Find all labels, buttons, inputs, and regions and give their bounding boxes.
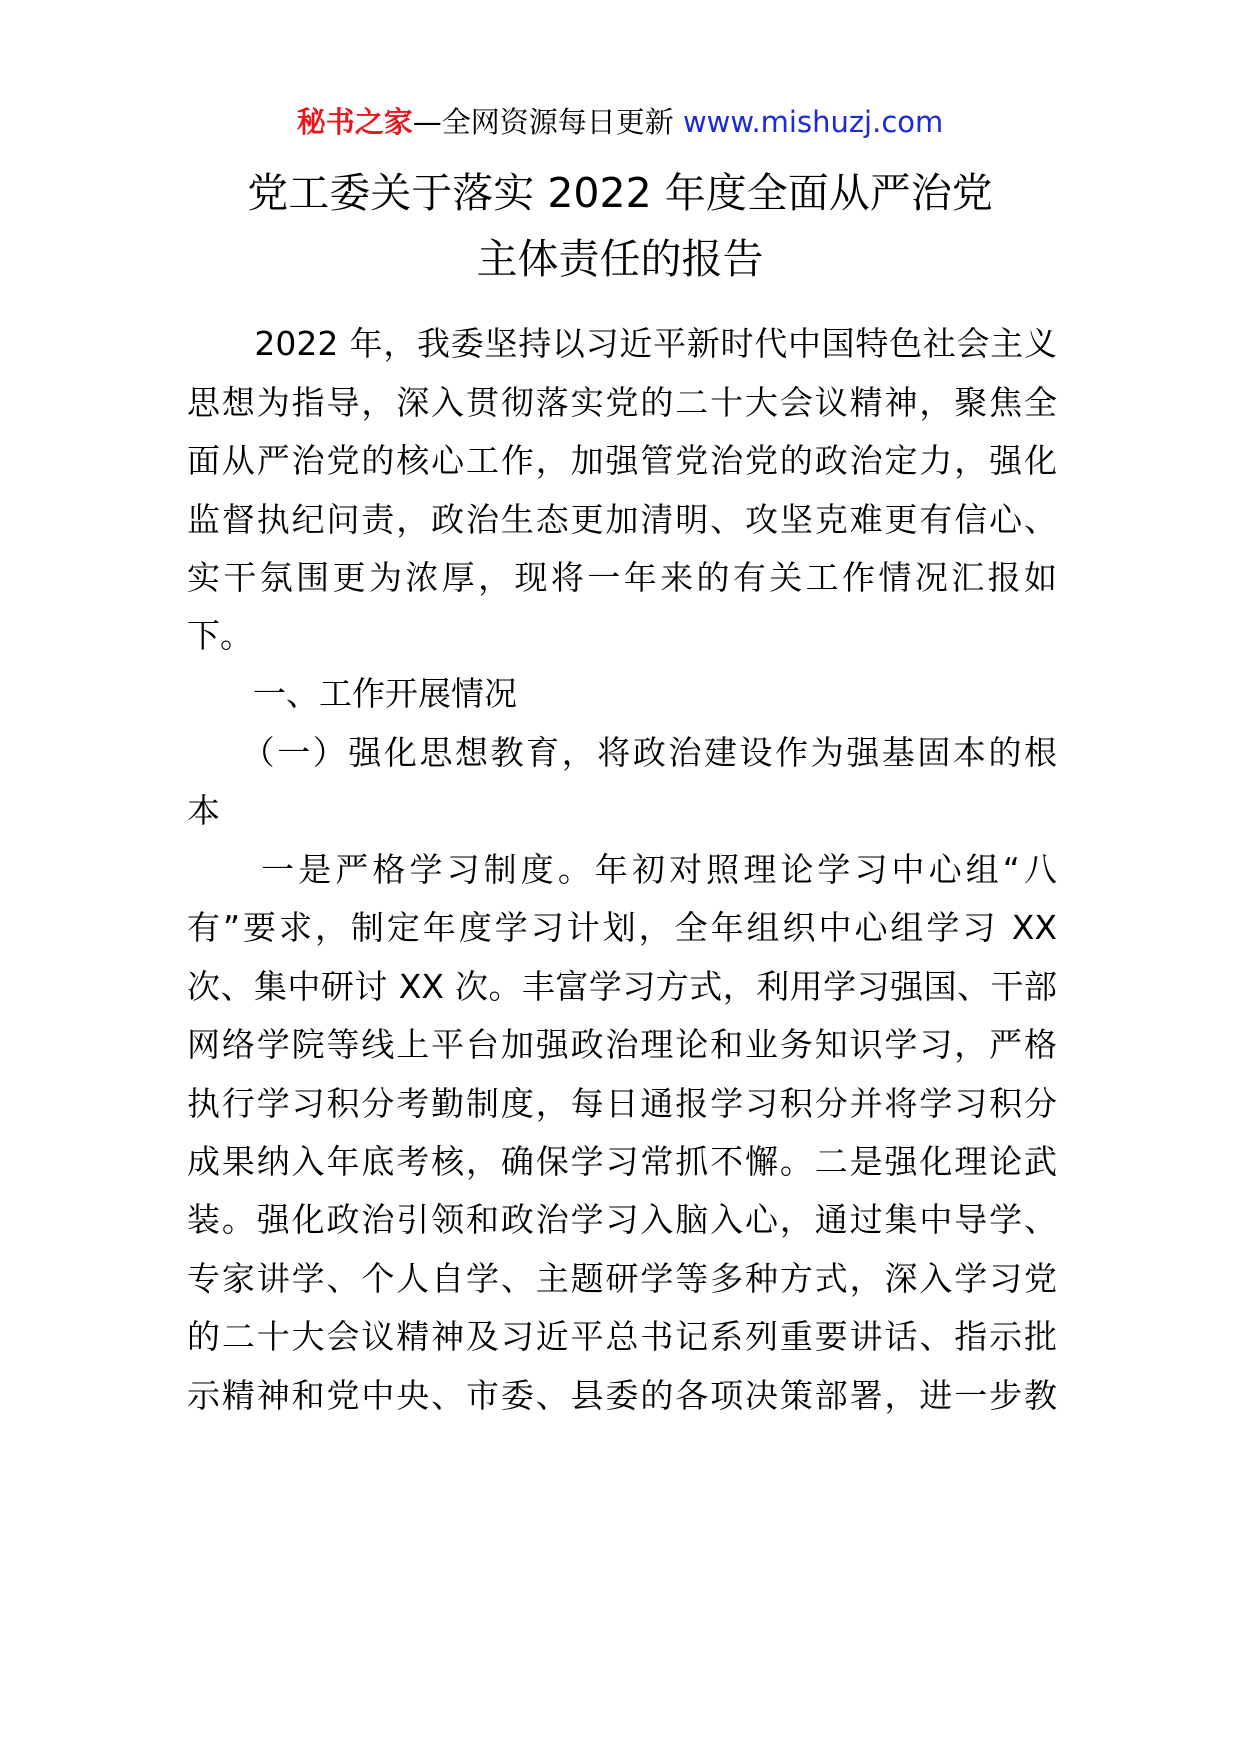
document-title-line-1: 党工委关于落实 2022 年度全面从严治党: [247, 169, 993, 217]
body-line: 成果纳入年底考核，确保学习常抓不懈。二是强化理论武: [187, 1142, 1057, 1181]
document-title-line-2: 主体责任的报告: [476, 235, 764, 283]
body-line: 有”要求，制定年度学习计划，全年组织中心组学习 XX: [187, 908, 1057, 947]
body-line: 网络学院等线上平台加强政治理论和业务知识学习，严格: [187, 1025, 1057, 1064]
subsection-heading: 本: [187, 791, 220, 830]
body-line: 思想为指导，深入贯彻落实党的二十大会议精神，聚焦全: [187, 383, 1057, 422]
body-line: 专家讲学、个人自学、主题研学等多种方式，深入学习党: [187, 1259, 1057, 1298]
body-line: 次、集中研讨 XX 次。丰富学习方式，利用学习强国、干部: [187, 967, 1057, 1006]
body-line: 的二十大会议精神及习近平总书记系列重要讲话、指示批: [187, 1317, 1057, 1356]
body-line: 执行学习积分考勤制度，每日通报学习积分并将学习积分: [187, 1084, 1057, 1123]
body-line: 装。强化政治引领和政治学习入脑入心，通过集中导学、: [187, 1200, 1057, 1239]
body-line: 面从严治党的核心工作，加强管党治党的政治定力，强化: [187, 441, 1057, 480]
section-heading: 一、工作开展情况: [187, 674, 517, 713]
body-line: 2022 年，我委坚持以习近平新时代中国特色社会主义: [187, 324, 1057, 363]
site-tagline: —全网资源每日更新: [412, 105, 674, 139]
subsection-heading: （一）强化思想教育，将政治建设作为强基固本的根: [187, 733, 1057, 772]
body-line: 实干氛围更为浓厚，现将一年来的有关工作情况汇报如: [187, 558, 1057, 597]
site-header: [0, 102, 1240, 142]
body-line: 示精神和党中央、市委、县委的各项决策部署，进一步教: [187, 1376, 1057, 1415]
body-line: 一是严格学习制度。年初对照理论学习中心组“八: [187, 850, 1057, 889]
body-line: 下。: [187, 616, 253, 655]
site-url-link[interactable]: www.mishuzj.com: [682, 105, 944, 139]
site-name: 秘书之家: [296, 105, 413, 139]
body-line: 监督执纪问责，政治生态更加清明、攻坚克难更有信心、: [187, 500, 1057, 539]
